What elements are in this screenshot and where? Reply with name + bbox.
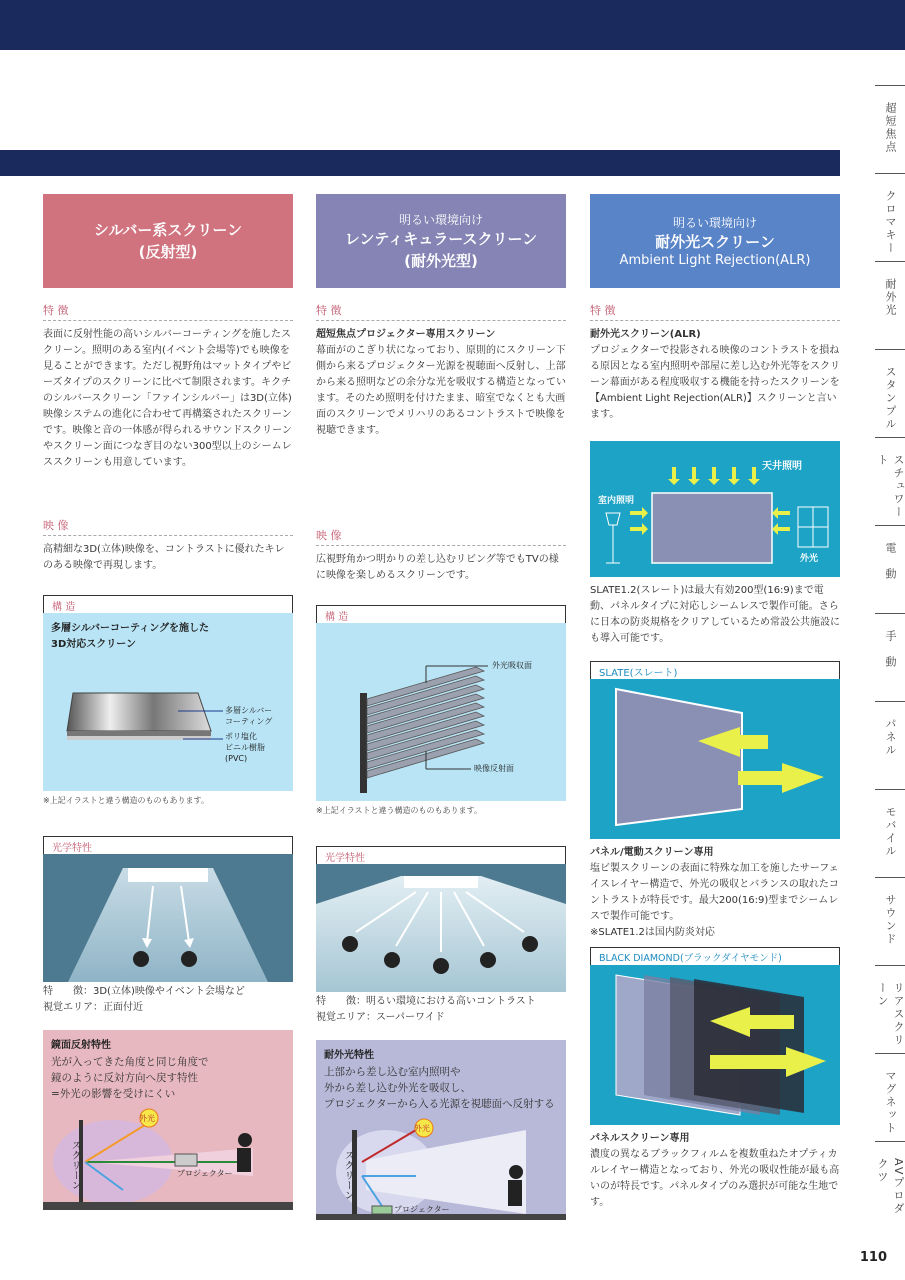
page-number: 110: [859, 1250, 887, 1265]
structure-figure: 多層シルバーコーティングを施した 3D対応スクリーン 多層シルバー コーティング ポリ塩化 ビニル樹脂 (PVC): [43, 613, 293, 791]
bd-desc: 濃度の異なるブラックフィルムを複数重ねたオプティカルレイヤー構造となっており、外光の吸収性能が最も高いのが特長です。パネルタイプのみ選択が可能な生地です。: [590, 1149, 840, 1208]
lenticular-screen-column: [316, 194, 566, 1220]
silver-screen-column: [43, 194, 293, 1210]
nav-item[interactable]: パネル: [875, 701, 905, 789]
slate-desc: 塩ビ製スクリーンの表面に特殊な加工を施したサーフェイスレイヤー構造で、外光の吸収とバランスの取れたコントラストが特長です。最大200(16:9)型までシームレスで製作可能です。: [590, 863, 839, 922]
slate-sub: パネル/電動スクリーン専用: [590, 847, 714, 858]
structure-note: ※上記イラストと違う構造のものもあります。: [43, 796, 209, 805]
feature-label: 特 徴: [43, 302, 293, 321]
slate-note: ※SLATE1.2は国内防炎対応: [590, 927, 715, 938]
optical-diagram: [316, 864, 566, 992]
ambient-reflect-panel: 耐外光特性 上部から差し込む室内照明や 外から差し込む外光を吸収し、 プロジェクターから入る光源を視聴面へ反射する 外光 スクリーン プロジェクター: [316, 1040, 566, 1220]
nav-item[interactable]: スタンプル: [875, 349, 905, 437]
nav-item[interactable]: サウンド: [875, 877, 905, 965]
slate-text: SLATE1.2(スレート)は最大有効200型(16:9)まで電動、パネルタイプに対応しシームレスで製作可能。さらに日本の防炎規格をクリアしているため常設公共施設にも導入可能です。: [590, 585, 840, 644]
slate-label: SLATE(スレート): [590, 661, 840, 679]
section-header-bar: [0, 150, 840, 176]
nav-item[interactable]: 耐外光: [875, 261, 905, 349]
callout-pvc: ポリ塩化 ビニル樹脂 (PVC): [225, 732, 265, 763]
feature-text: 幕面がのこぎり状になっており、原則的にスクリーン下側から来るプロジェクター光源を視聴面へ反射し、上部から来る照明などの余分な光を吸収する構造となっています。そのため照明を付けたまま、暗室でなくとも大画面のスクリーンでメリハリのあるコントラストで映像を視聴できます。: [316, 345, 566, 436]
image-label: 映 像: [43, 517, 293, 536]
nav-item[interactable]: AVプロダクツ: [875, 1141, 905, 1221]
structure-figure: [316, 623, 566, 801]
structure-note: ※上記イラストと違う構造のものもあります。: [316, 806, 482, 815]
nav-item[interactable]: リアスクリーン: [875, 965, 905, 1053]
side-nav: [875, 85, 905, 1221]
image-label: 映 像: [316, 527, 566, 546]
nav-item[interactable]: スチュワート: [875, 437, 905, 525]
structure-label: 構 造: [43, 595, 293, 613]
feature-label: 特 徴: [590, 302, 840, 321]
column-header: 明るい環境向け レンティキュラースクリーン (耐外光型): [316, 194, 566, 288]
spec-view: 視覚エリア：スーパーワイド: [316, 1012, 445, 1023]
ceiling-label: 天井照明: [762, 461, 802, 472]
spec-feature: 特 徴：明るい環境における高いコントラスト: [316, 996, 536, 1007]
feature-text: プロジェクターで投影される映像のコントラストを損ねる原因となる室内照明や部屋に差し込む外光等をスクリーン幕面がある程度吸収する機能を持ったスクリーンを【Ambient Light Rejection(ALR)】スクリーンと言います。: [590, 345, 840, 420]
spec-feature: 特 徴：3D(立体)映像やイベント会場など: [43, 986, 245, 997]
black-diamond-figure: [590, 965, 840, 1125]
callout-silver: 多層シルバー コーティング: [225, 706, 273, 726]
nav-item[interactable]: モバイル: [875, 789, 905, 877]
room-label: 室内照明: [598, 496, 635, 506]
black-diamond-illustration: [590, 965, 840, 1125]
spec-view: 視覚エリア：正面付近: [43, 1002, 143, 1013]
column-header: 明るい環境向け 耐外光スクリーン Ambient Light Rejection(ALR): [590, 194, 840, 288]
feature-text: 表面に反射性能の高いシルバーコーティングを施したスクリーン。照明のある室内(イベント会場等)でも映像を見ることができます。ただし視野角はマットタイプやビーズタイプのスクリーンに比べて制限されます。キクチのシルバースクリーン「ファインシルバー」は3D(立体)映像システムの進化に合わせて再構築されたスクリーンです。映像と音の一体感が得られるサウンドスクリーンやスクリーン面につなぎ目のない300型以上のシームレススクリーンも用意しています。: [43, 329, 292, 468]
alr-screen-column: [590, 194, 840, 1211]
reflect-label: 映像反射面: [474, 764, 514, 773]
mirror-reflect-panel: 鏡面反射特性 光が入ってきた角度と同じ角度で 鏡のように反対方向へ戻す特性 =外光の影響を受けにくい 外光 スクリーン プロジェクター: [43, 1030, 293, 1210]
slate-figure: [590, 679, 840, 839]
lenticular-illustration: [316, 623, 566, 801]
nav-item[interactable]: 電 動: [875, 525, 905, 613]
optical-label: 光学特性: [316, 846, 566, 864]
bd-sub: パネルスクリーン専用: [590, 1133, 690, 1144]
alr-diagram: [590, 441, 840, 577]
absorb-label: 外光吸収面: [492, 661, 532, 670]
feature-bold: 超短焦点プロジェクター専用スクリーン: [316, 329, 496, 340]
structure-label: 構 造: [316, 605, 566, 623]
black-diamond-label: BLACK DIAMOND(ブラックダイヤモンド): [590, 947, 840, 965]
slate-illustration: [590, 679, 840, 839]
optical-diagram: [43, 854, 293, 982]
outside-label: 外光: [800, 554, 819, 564]
image-text: 広視野角かつ明かりの差し込むリビング等でもTVの様に映像を楽しめるスクリーンです。: [316, 554, 559, 581]
feature-bold: 耐外光スクリーン(ALR): [590, 329, 701, 340]
nav-item[interactable]: 超短焦点: [875, 85, 905, 173]
nav-item[interactable]: 手 動: [875, 613, 905, 701]
nav-item[interactable]: マグネット: [875, 1053, 905, 1141]
image-text: 高精細な3D(立体)映像を、コントラストに優れたキレのある映像で再現します。: [43, 544, 285, 571]
optical-label: 光学特性: [43, 836, 293, 854]
feature-label: 特 徴: [316, 302, 566, 321]
nav-item[interactable]: クロマキー: [875, 173, 905, 261]
column-header: シルバー系スクリーン (反射型): [43, 194, 293, 288]
top-header-bar: [0, 0, 905, 50]
